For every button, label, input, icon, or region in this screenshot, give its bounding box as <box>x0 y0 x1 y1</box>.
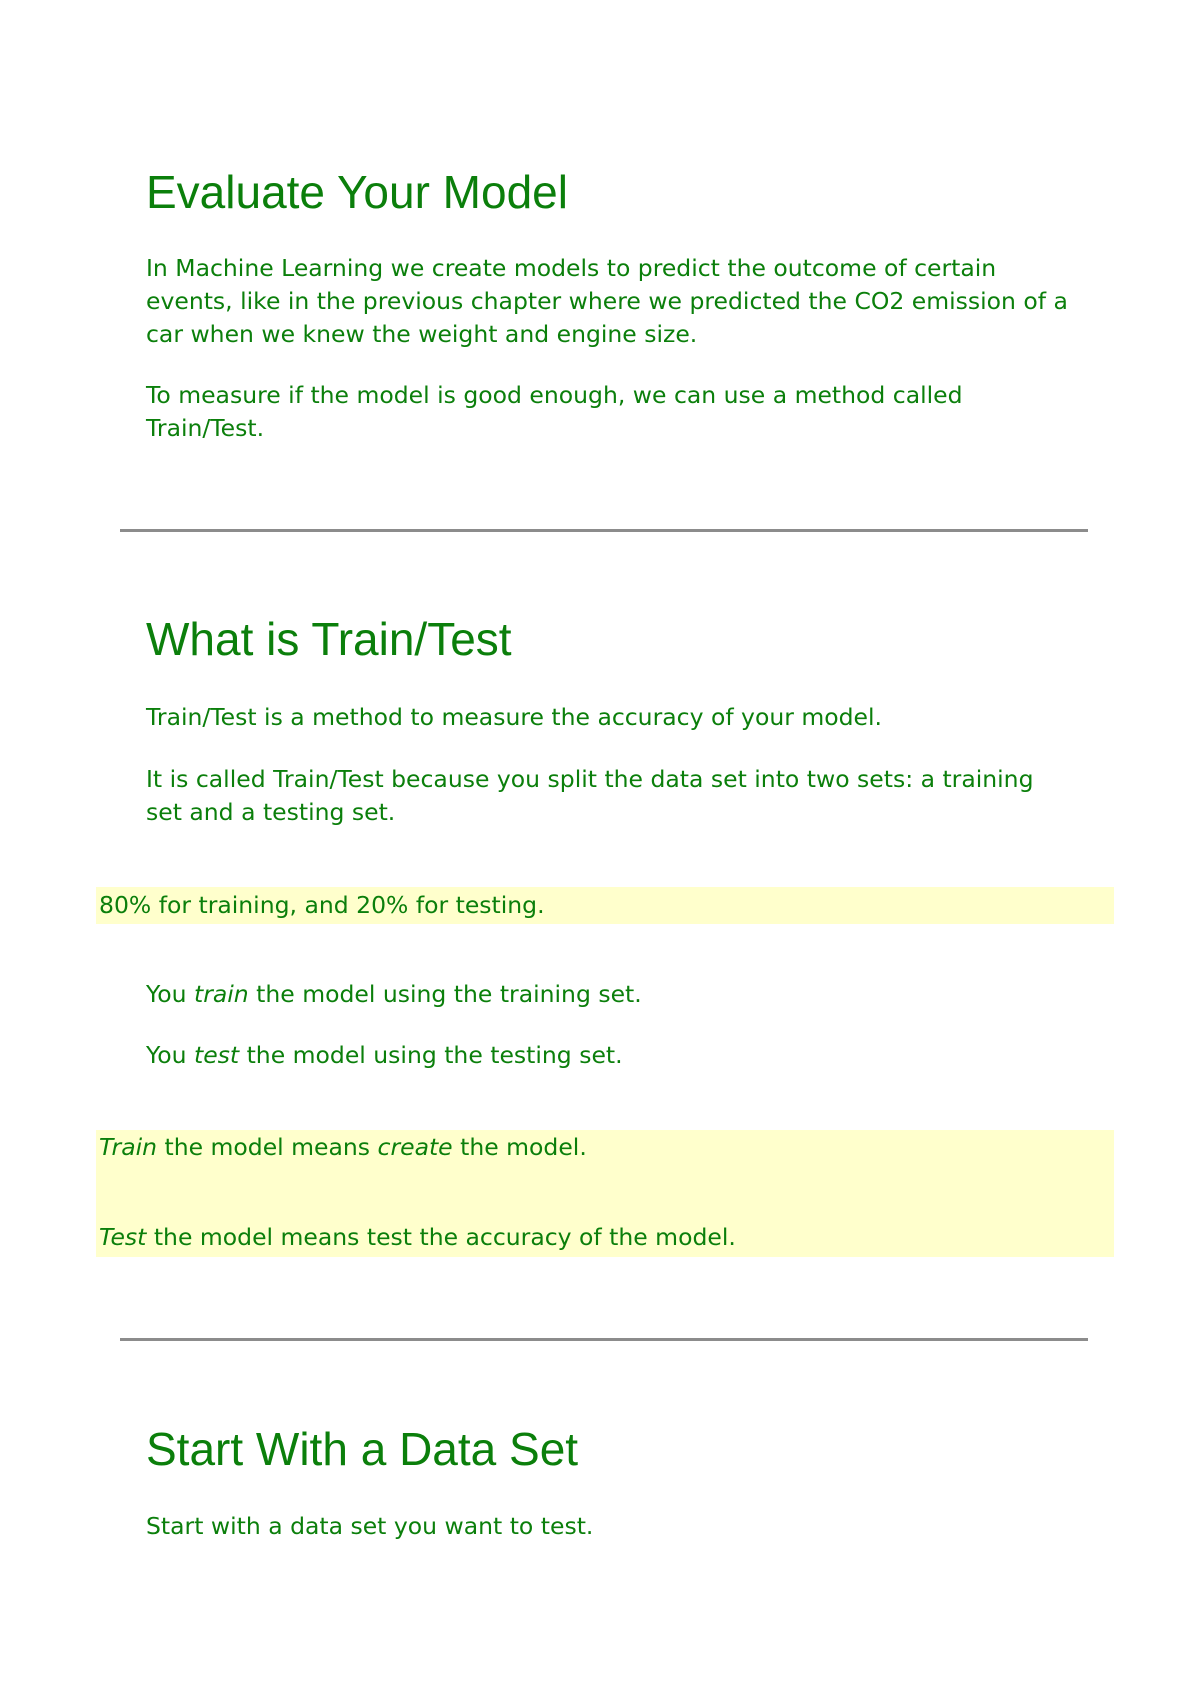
split-ratio-text: 80% for training, and 20% for testing. <box>99 891 545 919</box>
test-emphasis: test <box>193 1041 240 1069</box>
train-emphasis: train <box>193 980 249 1008</box>
section-title-train-test: What is Train/Test <box>146 613 512 665</box>
definition-paragraph: Train/Test is a method to measure the accuracy of your model. <box>146 703 883 731</box>
section-divider <box>120 529 1088 532</box>
intro-paragraph: In Machine Learning we create models to predict the outcome of certain events, like in the previous chapter where we predicted the CO2 emission of a car when we knew the weight and engine size. <box>146 254 1068 348</box>
test-line: You test the model using the testing set. <box>146 1041 623 1069</box>
section-divider <box>120 1338 1088 1341</box>
train-line: You train the model using the training set. <box>146 980 642 1008</box>
train-means-line: Train the model means create the model. <box>99 1133 587 1161</box>
method-paragraph: To measure if the model is good enough, we can use a method called Train/Test. <box>146 381 963 442</box>
train-test-note <box>96 1130 1114 1257</box>
split-ratio-note <box>96 887 1114 924</box>
split-paragraph: It is called Train/Test because you split the data set into two sets: a training set and a testing set. <box>146 765 1034 826</box>
test-means-line: Test the model means test the accuracy of the model. <box>99 1223 736 1251</box>
section-title-data-set: Start With a Data Set <box>146 1423 579 1475</box>
section-title-evaluate: Evaluate Your Model <box>146 166 568 218</box>
data-set-paragraph: Start with a data set you want to test. <box>146 1512 594 1540</box>
